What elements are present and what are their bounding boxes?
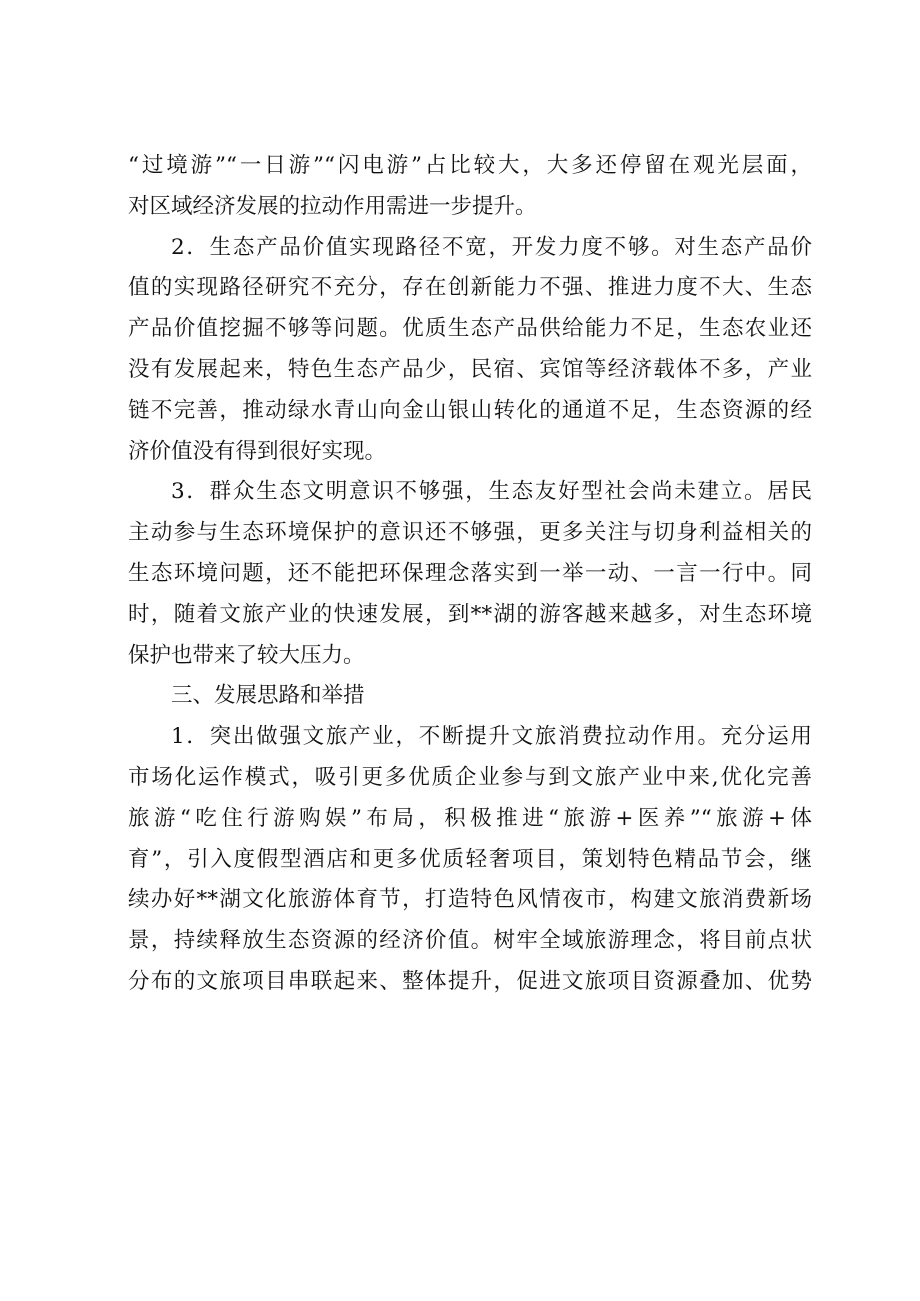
document-body — [128, 146, 812, 1003]
paragraph-line: 时，随着文旅产业的快速发展，到**湖的游客越来越多，对生态环境 — [128, 601, 812, 627]
paragraph-line: 保护也带来了较大压力。 — [128, 642, 365, 668]
paragraph-line: 3．群众生态文明意识不够强，生态友好型社会尚未建立。居民 — [171, 479, 812, 505]
paragraph-line: 主动参与生态环境保护的意识还不够强，更多关注与切身利益相关的 — [128, 520, 812, 546]
paragraph-line: 生态环境问题，还不能把环保理念落实到一举一动、一言一行中。同 — [128, 560, 812, 586]
paragraph-line: 1．突出做强文旅产业，不断提升文旅消费拉动作用。充分运用 — [171, 724, 812, 750]
paragraph-line: 2．生态产品价值实现路径不宽，开发力度不够。对生态产品价 — [171, 234, 812, 260]
paragraph-line: 济价值没有得到很好实现。 — [128, 438, 387, 464]
paragraph-line: 值的实现路径研究不充分，存在创新能力不强、推进力度不大、生态 — [128, 275, 812, 301]
paragraph-line: 链不完善，推动绿水青山向金山银山转化的通道不足，生态资源的经 — [128, 397, 812, 423]
paragraph-line: 分布的文旅项目串联起来、整体提升，促进文旅项目资源叠加、优势 — [128, 968, 812, 994]
paragraph-line: 旅游“吃住行游购娱”布局，积极推进“旅游+医养”“旅游+体 — [128, 805, 812, 831]
paragraph-line: “过境游”“一日游”“闪电游”占比较大，大多还停留在观光层面， — [128, 153, 812, 178]
paragraph-line: 市场化运作模式，吸引更多优质企业参与到文旅产业中来,优化完善 — [128, 764, 812, 790]
paragraph-line: 产品价值挖掘不够等问题。优质生态产品供给能力不足，生态农业还 — [128, 316, 812, 342]
paragraph-line: 育”，引入度假型酒店和更多优质轻奢项目，策划特色精品节会，继 — [128, 846, 812, 872]
paragraph-line: 续办好**湖文化旅游体育节，打造特色风情夜市，构建文旅消费新场 — [128, 887, 812, 913]
paragraph-line: 景，持续释放生态资源的经济价值。树牢全域旅游理念，将目前点状 — [128, 928, 812, 954]
section-heading: 三、发展思路和举措 — [171, 683, 365, 709]
paragraph-line: 没有发展起来，特色生态产品少，民宿、宾馆等经济载体不多，产业 — [128, 356, 812, 382]
paragraph-line: 对区域经济发展的拉动作用需进一步提升。 — [128, 193, 537, 219]
